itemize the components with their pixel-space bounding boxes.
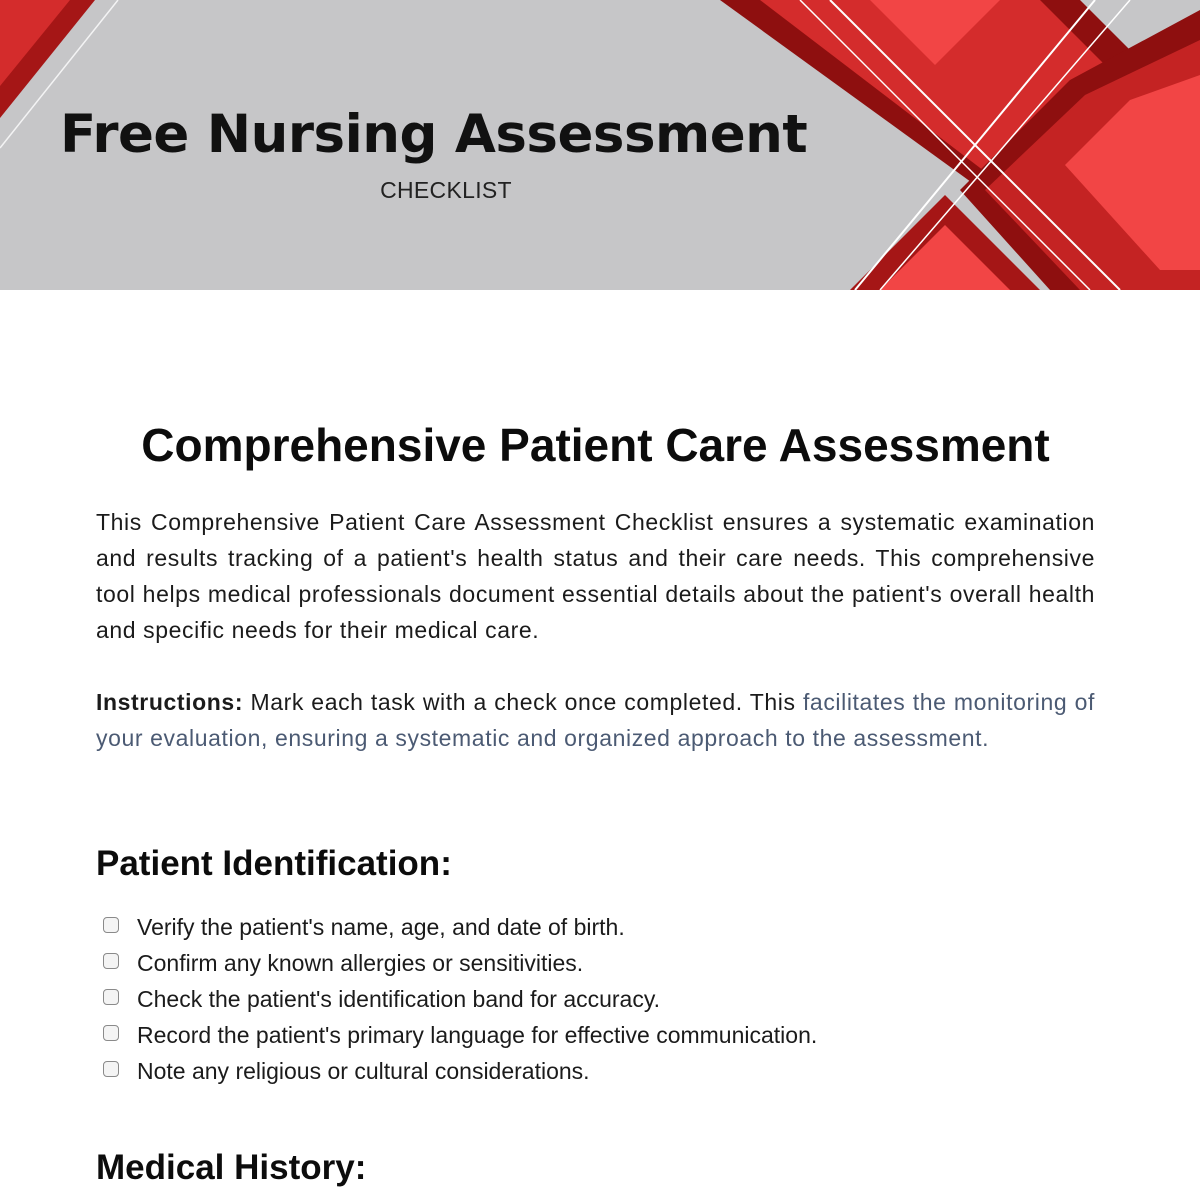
instructions-paragraph: [96, 684, 1095, 756]
checkbox[interactable]: [103, 917, 119, 933]
instructions-text: Mark each task with a check once completed. This: [243, 689, 803, 715]
checkbox[interactable]: [103, 989, 119, 1005]
checkbox[interactable]: [103, 1025, 119, 1041]
section-heading-medical-history: Medical History:: [96, 1148, 367, 1187]
checklist-item-label: Verify the patient's name, age, and date of birth.: [137, 913, 625, 940]
checklist-item[interactable]: [96, 945, 817, 981]
instructions-link-text: facilitates the monitoring of your evaluation, ensuring a systematic and organized approach to the assessment.: [96, 689, 1095, 751]
section-heading-patient-identification: Patient Identification:: [96, 844, 452, 883]
banner-subtitle: CHECKLIST: [380, 177, 512, 203]
checklist-item-label: Record the patient's primary language for effective communication.: [137, 1021, 818, 1048]
header-banner: [0, 0, 1200, 290]
checklist-item-label: Confirm any known allergies or sensitivities.: [137, 949, 584, 976]
checkbox[interactable]: [103, 953, 119, 969]
checklist-item[interactable]: [96, 1017, 817, 1053]
checklist-item[interactable]: [96, 909, 817, 945]
document-title: Comprehensive Patient Care Assessment: [141, 419, 1050, 471]
intro-paragraph: This Comprehensive Patient Care Assessment Checklist ensures a systematic examination and results tracking of a patient's health status and their care needs. This comprehensive tool helps medical professionals document essential details about the patient's overall health and specific needs for their medical care.: [96, 509, 1095, 643]
checkbox[interactable]: [103, 1061, 119, 1077]
instructions-label: Instructions:: [96, 689, 244, 715]
checklist-item-label: Note any religious or cultural considerations.: [137, 1057, 590, 1084]
checklist-item[interactable]: [96, 981, 817, 1017]
banner-title: Free Nursing Assessment: [60, 104, 808, 165]
document-content: [96, 416, 1095, 756]
checklist-item[interactable]: [96, 1053, 817, 1089]
checklist-item-label: Check the patient's identification band for accuracy.: [137, 985, 661, 1012]
patient-identification-checklist: [96, 909, 817, 1089]
